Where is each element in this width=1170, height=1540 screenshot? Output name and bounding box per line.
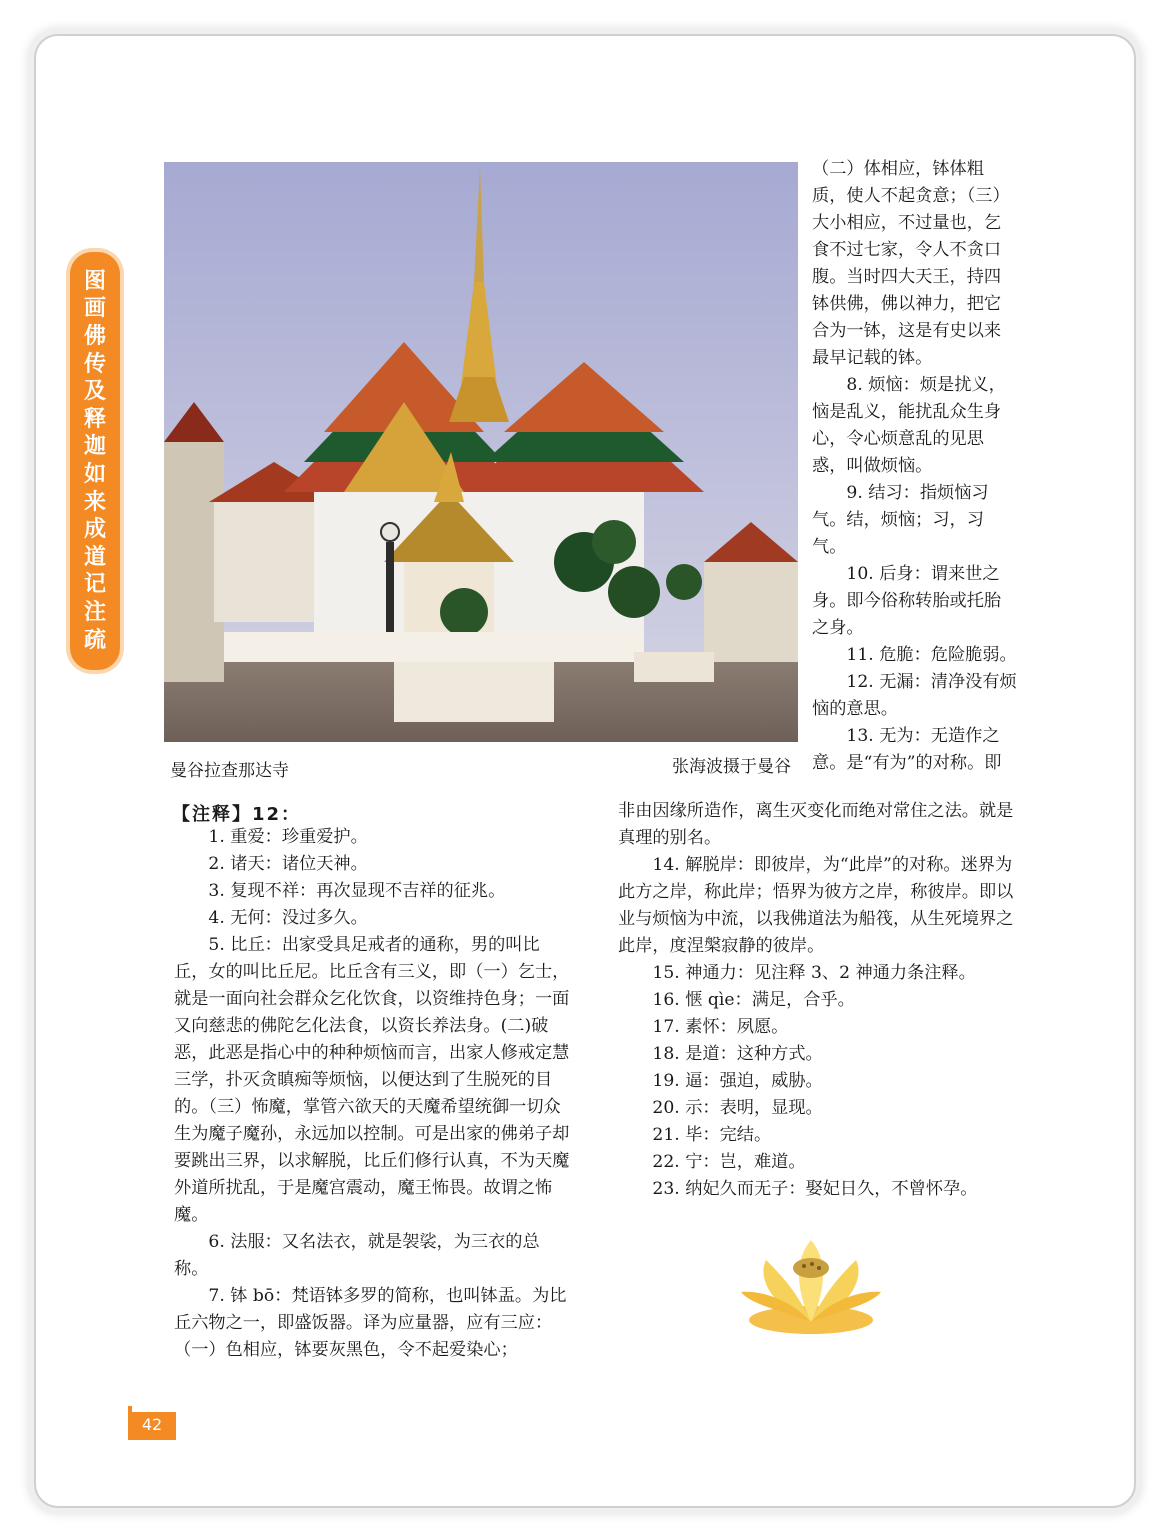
note-paragraph: 18. 是道：这种方式。 bbox=[652, 1044, 823, 1064]
right-notes-column bbox=[618, 798, 1024, 1203]
note-paragraph: 22. 宁：岂，难道。 bbox=[652, 1152, 806, 1172]
note-paragraph: 12. 无漏：清净没有烦恼的意思。 bbox=[812, 672, 1017, 719]
note-paragraph: 16. 惬 qìe：满足，合乎。 bbox=[652, 990, 855, 1010]
note-paragraph: 15. 神通力：见注释 3、2 神通力条注释。 bbox=[652, 963, 976, 983]
note-paragraph: 1. 重爱：珍重爱护。 bbox=[208, 827, 368, 847]
page-number: 42 bbox=[141, 1415, 163, 1434]
left-notes-column bbox=[174, 824, 572, 1364]
note-paragraph: 3. 复现不祥：再次显现不吉祥的征兆。 bbox=[208, 881, 506, 901]
right-column-top-text bbox=[812, 156, 1018, 777]
side-title-char: 迦 bbox=[83, 434, 106, 460]
note-paragraph: 7. 钵 bō：梵语钵多罗的简称，也叫钵盂。为比丘六物之一，即盛饭器。译为应量器，应有三应：（一）色相应，钵要灰黑色，令不起爱染心； bbox=[174, 1286, 567, 1360]
side-title-char: 注 bbox=[83, 599, 106, 625]
side-title-char: 图 bbox=[83, 268, 106, 294]
side-title-char: 如 bbox=[83, 462, 106, 487]
side-title-char: 成 bbox=[83, 517, 106, 543]
temple-photo bbox=[164, 162, 798, 742]
note-paragraph: 13. 无为：无造作之意。是“有为”的对称。即 bbox=[812, 726, 1002, 773]
note-paragraph: 6. 法服：又名法衣，就是袈裟，为三衣的总称。 bbox=[174, 1232, 540, 1279]
photo-caption: 曼谷拉查那达寺 bbox=[170, 761, 289, 781]
side-title-char: 来 bbox=[83, 489, 106, 515]
note-paragraph: 14. 解脱岸：即彼岸，为“此岸”的对称。迷界为此方之岸，称此岸；悟界为彼方之岸，称彼岸。即以业与烦恼为中流，以我佛道法为船筏，从生死境界之此岸，度涅槃寂静的彼岸。 bbox=[618, 855, 1014, 956]
note-paragraph: 8. 烦恼：烦是扰义，恼是乱义，能扰乱众生身心，令心烦意乱的见思惑，叫做烦恼。 bbox=[812, 375, 1006, 476]
side-title-char: 道 bbox=[83, 544, 106, 570]
note-paragraph: 23. 纳妃久而无子：娶妃日久，不曾怀孕。 bbox=[652, 1179, 978, 1199]
side-title-char: 传 bbox=[83, 351, 106, 377]
note-paragraph: 17. 素怀：夙愿。 bbox=[652, 1017, 789, 1037]
side-title-char: 疏 bbox=[83, 627, 106, 653]
side-title-char: 记 bbox=[83, 572, 106, 598]
note-paragraph: 非由因缘所造作，离生灭变化而绝对常住之法。就是真理的别名。 bbox=[618, 801, 1014, 848]
vertical-book-title bbox=[70, 252, 120, 670]
page-number-badge bbox=[128, 1412, 176, 1440]
note-paragraph: 10. 后身：谓来世之身。即今俗称转胎或托胎之身。 bbox=[812, 564, 1002, 638]
note-paragraph: 20. 示：表明，显现。 bbox=[652, 1098, 823, 1118]
side-title-char: 佛 bbox=[83, 324, 106, 350]
photo-credit: 张海波摄于曼谷 bbox=[672, 757, 791, 777]
side-title-char: 及 bbox=[83, 379, 106, 405]
note-paragraph: 21. 毕：完结。 bbox=[652, 1125, 772, 1145]
note-paragraph: 5. 比丘：出家受具足戒者的通称，男的叫比丘，女的叫比丘尼。比丘含有三义，即（一）乞士，就是一面向社会群众乞化饮食，以资维持色身；一面又向慈悲的佛陀乞化法食，以资长养法身。(二)破恶，此恶是指心中的种种烦恼而言，出家人修戒定慧三学，扑灭贪瞋痴等烦恼，以便达到了生脱死的目的。（三）怖魔，掌管六欲天的天魔希望统御一切众生为魔子魔孙，永远加以控制。可是出家的佛弟子却要跳出三界，以求解脱，比丘们修行认真，不为天魔外道所扰乱，于是魔宫震动，魔王怖畏。故谓之怖魔。 bbox=[174, 935, 570, 1225]
note-paragraph: 19. 逼：强迫，威胁。 bbox=[652, 1071, 823, 1091]
notes-heading: 【注释】12： bbox=[172, 804, 302, 825]
note-paragraph: 9. 结习：指烦恼习气。结，烦恼；习，习气。 bbox=[812, 483, 989, 557]
note-paragraph: 4. 无何：没过多久。 bbox=[208, 908, 368, 928]
note-paragraph: 11. 危脆：危险脆弱。 bbox=[846, 645, 1017, 665]
note-paragraph: 2. 诸天：诸位天神。 bbox=[208, 854, 368, 874]
side-title-char: 画 bbox=[83, 296, 106, 322]
note-paragraph: （二）体相应，钵体粗质，使人不起贪意；（三）大小相应，不过量也，乞食不过七家，令人不贪口腹。当时四大天王，持四钵供佛，佛以神力，把它合为一钵，这是有史以来最早记载的钵。 bbox=[812, 159, 1010, 368]
lotus-flower-illustration bbox=[736, 1230, 886, 1340]
side-title-char: 释 bbox=[83, 406, 106, 432]
